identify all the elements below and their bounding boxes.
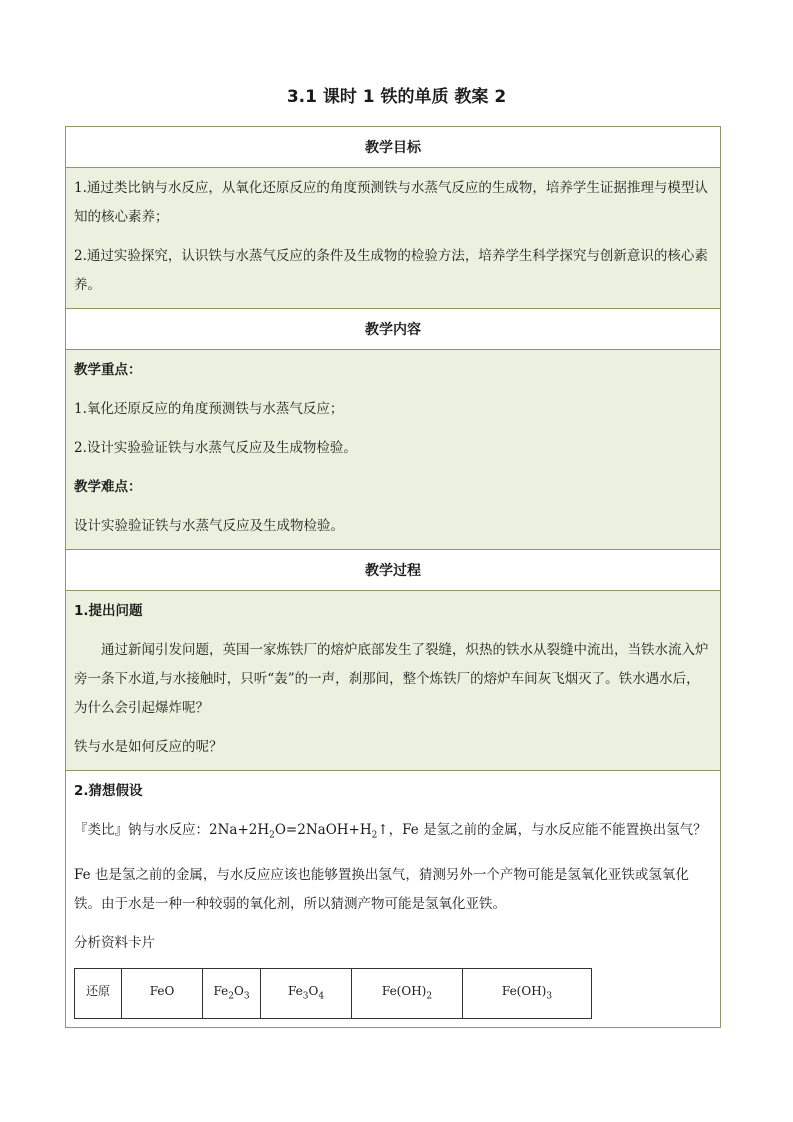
process-step1-body [66, 591, 720, 771]
difficulty-label: 教学难点： [74, 479, 142, 495]
analogy-paragraph [74, 816, 712, 851]
key-point-2: 2.设计实验验证铁与水蒸气反应及生成物检验。 [74, 440, 357, 456]
analogy-prefix: 『类比』钠与水反应： [74, 822, 209, 838]
data-card-table [74, 968, 592, 1019]
key-point-1: 1.氧化还原反应的角度预测铁与水蒸气反应； [74, 401, 344, 417]
table-cell-feoh3: $Fe(OH)_3$ [463, 968, 592, 1018]
table-cell-fe2o3: $Fe_2O_3$ [203, 968, 261, 1018]
section-heading-goals: 教学目标 [66, 127, 720, 168]
step2-title: 2.猜想假设 [74, 783, 143, 799]
key-points-label: 教学重点： [74, 362, 142, 378]
goal-item-1: 1.通过类比钠与水反应，从氧化还原反应的角度预测铁与水蒸气反应的生成物，培养学生证据推理与模型认知的核心素养； [74, 180, 708, 225]
goals-body [66, 168, 720, 309]
table-cell-feo: FeO [122, 968, 203, 1018]
table-cell-reduction: 还原 [75, 968, 122, 1018]
equation-part-a: 2Na+2H [209, 822, 270, 838]
goal-item-2: 2.通过实验探究，认识铁与水蒸气反应的条件及生成物的检验方法，培养学生科学探究与创新意识的核心素养。 [74, 248, 708, 293]
section-heading-process: 教学过程 [66, 550, 720, 591]
equation-sub-1: 2 [269, 830, 275, 841]
process-step2-body [66, 771, 720, 1027]
hypothesis-paragraph: Fe 也是氢之前的金属，与水反应应该也能够置换出氢气，猜测另外一个产物可能是氢氧化亚铁或氢氧化铁。由于水是一种一种较弱的氧化剂，所以猜测产物可能是氢氧化亚铁。 [74, 866, 689, 912]
difficulty-point-1: 设计实验验证铁与水蒸气反应及生成物检验。 [74, 518, 344, 534]
table-cell-fe3o4: $Fe_3O_4$ [261, 968, 352, 1018]
document-title: 3.1 课时 1 铁的单质 教案 2 [286, 87, 507, 107]
table-cell-feoh2: $Fe(OH)_2$ [352, 968, 463, 1018]
step1-news-paragraph: 通过新闻引发问题，英国一家炼铁厂的熔炉底部发生了裂缝，炽热的铁水从裂缝中流出，当铁水流入炉旁一条下水道,与水接触时，只听“轰”的一声，刹那间，整个炼铁厂的熔炉车间灰飞烟灭了。铁水遇水后，为什么会引起爆炸呢？ [74, 642, 709, 716]
step1-question: 铁与水是如何反应的呢？ [74, 739, 223, 755]
lesson-plan-table [65, 126, 721, 1028]
analogy-suffix: ↑，Fe 是氢之前的金属，与水反应能不能置换出氢气？ [377, 822, 707, 838]
step1-title: 1.提出问题 [74, 603, 143, 619]
table-row [75, 968, 592, 1018]
content-body [66, 350, 720, 550]
equation-sub-2: 2 [371, 830, 378, 841]
section-heading-content: 教学内容 [66, 309, 720, 350]
equation-part-b: O=2NaOH+H [274, 822, 372, 838]
data-card-label: 分析资料卡片 [74, 934, 155, 951]
